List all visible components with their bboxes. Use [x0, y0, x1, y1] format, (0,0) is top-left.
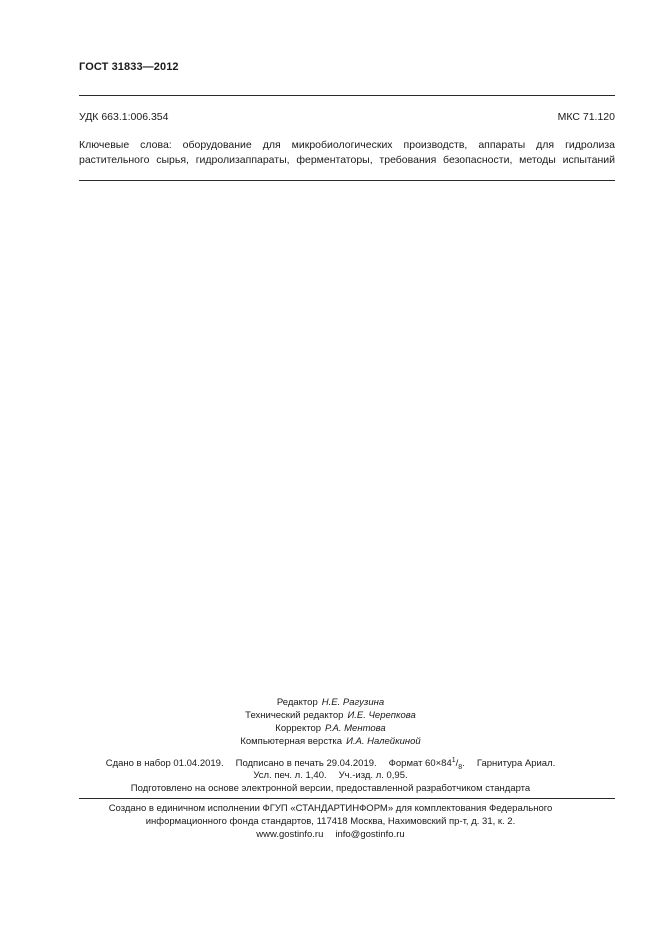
publisher-sheets: Уч.-изд. л. 0,95.: [338, 770, 408, 781]
format-numerator: 1: [451, 757, 456, 764]
credit-name: Н.Е. Рагузина: [321, 697, 385, 708]
standard-code: ГОСТ 31833—2012: [79, 61, 179, 73]
format-suffix: .: [462, 758, 465, 770]
footer-contacts: [0, 829, 661, 840]
keywords-line-1: Ключевые слова: оборудование для микробиологических производств, аппараты для гидролиза: [79, 139, 615, 151]
credit-tech-editor: [0, 710, 661, 721]
signed-date: Подписано в печать 29.04.2019.: [235, 758, 377, 770]
credit-role: Редактор: [276, 697, 318, 708]
format-prefix: Формат 60×84: [388, 758, 452, 770]
top-divider: [79, 95, 615, 96]
keywords-divider: [79, 180, 615, 181]
publication-line-1: [0, 757, 661, 771]
publication-line-3: Подготовлено на основе электронной версии, предоставленной разработчиком стандарта: [130, 783, 531, 794]
print-sheets: Усл. печ. л. 1,40.: [253, 770, 327, 781]
format-denominator: 8: [458, 764, 463, 772]
credit-role: Технический редактор: [245, 710, 344, 721]
footer-line-1: Создано в единичном исполнении ФГУП «СТАНДАРТИНФОРМ» для комплектования Федерального: [108, 803, 553, 814]
credit-layout: [0, 736, 661, 747]
typeset-date: Сдано в набор 01.04.2019.: [105, 758, 224, 770]
footer-line-2: информационного фонда стандартов, 117418 Москва, Нахимовский пр-т, д. 31, к. 2.: [145, 816, 516, 827]
website-link[interactable]: www.gostinfo.ru: [256, 829, 324, 840]
paper-format: Формат $60\times 84^1/_8$.: [388, 757, 465, 772]
footer-divider: [79, 798, 615, 799]
typeface: Гарнитура Ариал.: [476, 758, 556, 770]
udc-code: УДК 663.1:006.354: [79, 111, 169, 123]
credit-role: Корректор: [275, 723, 322, 734]
mks-code: МКС 71.120: [557, 111, 615, 123]
publication-line-2: [0, 770, 661, 781]
credit-editor: [0, 697, 661, 708]
credit-name: И.Е. Черепкова: [347, 710, 416, 721]
credit-name: Р.А. Ментова: [325, 723, 386, 734]
credit-name: И.А. Налейкиной: [346, 736, 421, 747]
email-link[interactable]: info@gostinfo.ru: [335, 829, 405, 840]
keywords-line-2: растительного сырья, гидролизаппараты, ферментаторы, требования безопасности, методы испытаний: [79, 154, 615, 166]
keywords-block: [79, 138, 615, 168]
credit-proofreader: [0, 723, 661, 734]
credit-role: Компьютерная верстка: [240, 736, 343, 747]
